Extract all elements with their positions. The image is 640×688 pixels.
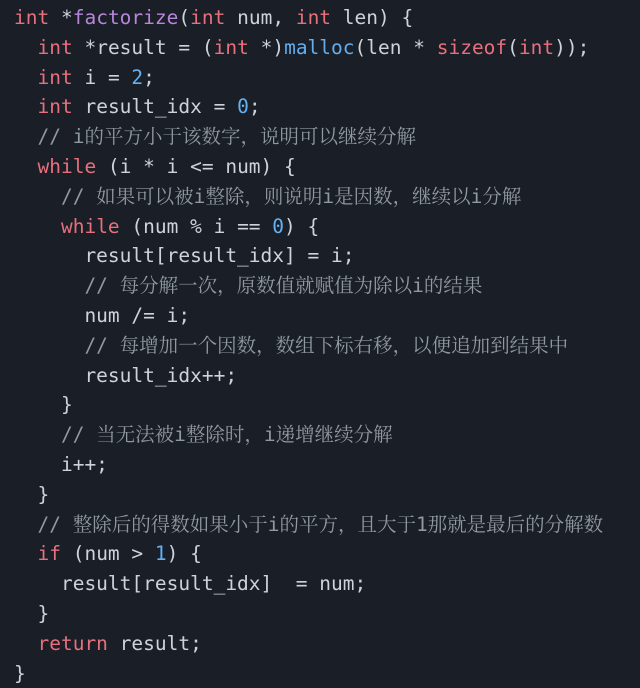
- code-token-num: 1: [154, 542, 167, 566]
- code-token-kw: return: [37, 631, 108, 655]
- code-line: [14, 629, 640, 659]
- code-token-pl: result;: [107, 631, 202, 655]
- code-line: [14, 63, 640, 93]
- code-token-kw: int: [213, 35, 249, 59]
- code-token-cm: // 每增加一个因数，数组下标右移，以便追加到结果中: [14, 333, 569, 357]
- code-token-kw: int: [37, 35, 73, 59]
- code-token-kw: while: [37, 154, 97, 178]
- code-token-pl: num /= i;: [14, 303, 191, 327]
- code-token-pl: ) {: [284, 214, 320, 238]
- code-token-cm: // 如果可以被i整除，则说明i是因数，继续以i分解: [14, 184, 522, 208]
- code-token-kw: int: [37, 65, 73, 89]
- code-token-cm: // i的平方小于该数字，说明可以继续分解: [14, 125, 416, 149]
- code-token-pl: i =: [72, 65, 132, 89]
- code-token-pl: (: [507, 35, 519, 59]
- code-line: [14, 271, 640, 301]
- code-token-kw: int: [37, 95, 73, 119]
- code-token-pl: }: [14, 393, 73, 417]
- code-token-kw: int: [295, 6, 332, 29]
- code-token-cm: // 整除后的得数如果小于i的平方，且大于1那就是最后的分解数: [14, 512, 604, 536]
- code-token-num: 0: [237, 95, 249, 119]
- code-token-kw: int: [14, 6, 50, 29]
- code-token-pl: [14, 155, 37, 178]
- code-token-kw: int: [518, 35, 555, 59]
- code-line: [14, 599, 640, 629]
- code-block: [14, 3, 640, 688]
- code-line: [14, 420, 640, 450]
- code-token-pl: (num % i ==: [119, 214, 273, 238]
- code-token-pl: }: [14, 661, 26, 685]
- code-line: [14, 569, 640, 599]
- code-token-pl: ));: [554, 35, 590, 59]
- code-token-pl: ) {: [166, 542, 202, 566]
- code-token-kw: int: [190, 6, 226, 29]
- code-line: [14, 331, 640, 361]
- code-token-pl: [14, 36, 37, 59]
- code-token-kw: while: [60, 214, 120, 238]
- code-token-pl: [14, 632, 37, 655]
- code-line: [14, 480, 640, 510]
- code-line: [14, 212, 640, 242]
- code-token-cm: // 每分解一次，原数值就赋值为除以i的结果: [14, 274, 483, 298]
- code-token-pl: [14, 215, 61, 238]
- code-token-pl: (: [178, 6, 191, 29]
- code-token-cm: // 当无法被i整除时，i递增继续分解: [14, 423, 393, 447]
- code-line: [14, 152, 640, 182]
- code-line: [14, 390, 640, 420]
- code-token-pl: result_idx++;: [14, 363, 238, 387]
- code-line: [14, 361, 640, 391]
- code-token-pl: (len *: [354, 35, 437, 59]
- code-line: [14, 659, 640, 688]
- code-token-pl: *result = (: [72, 35, 214, 59]
- code-token-pl: *): [248, 35, 285, 59]
- code-token-pl: num,: [225, 6, 296, 29]
- code-token-pl: result[result_idx] = num;: [14, 572, 367, 596]
- code-token-num: 2: [131, 65, 144, 89]
- code-line: [14, 33, 640, 63]
- code-line: [14, 122, 640, 152]
- code-token-pl: ;: [143, 65, 155, 89]
- code-token-kw: if: [37, 542, 61, 566]
- code-token-num: 0: [272, 214, 285, 238]
- code-token-pl: len) {: [331, 6, 414, 29]
- code-line: [14, 92, 640, 122]
- code-token-pl: i++;: [14, 452, 108, 476]
- code-token-pl: result[result_idx] = i;: [14, 244, 355, 268]
- code-token-call: malloc: [284, 35, 355, 59]
- code-token-pl: *: [49, 6, 73, 29]
- code-line: [14, 510, 640, 540]
- code-line: [14, 3, 640, 33]
- code-token-pl: (i * i <= num) {: [96, 154, 296, 178]
- code-token-fn: factorize: [72, 6, 179, 29]
- code-token-pl: result_idx =: [72, 95, 238, 119]
- code-token-pl: }: [14, 601, 50, 625]
- code-token-pl: [14, 66, 37, 89]
- code-line: [14, 182, 640, 212]
- code-line: [14, 450, 640, 480]
- code-line: [14, 539, 640, 569]
- code-token-pl: [14, 542, 37, 565]
- code-line: [14, 301, 640, 331]
- code-token-pl: }: [14, 482, 50, 506]
- code-token-kw: sizeof: [436, 35, 508, 59]
- code-token-pl: ;: [248, 95, 261, 119]
- code-token-pl: (num >: [60, 542, 155, 566]
- code-token-pl: [14, 95, 37, 118]
- code-line: [14, 241, 640, 271]
